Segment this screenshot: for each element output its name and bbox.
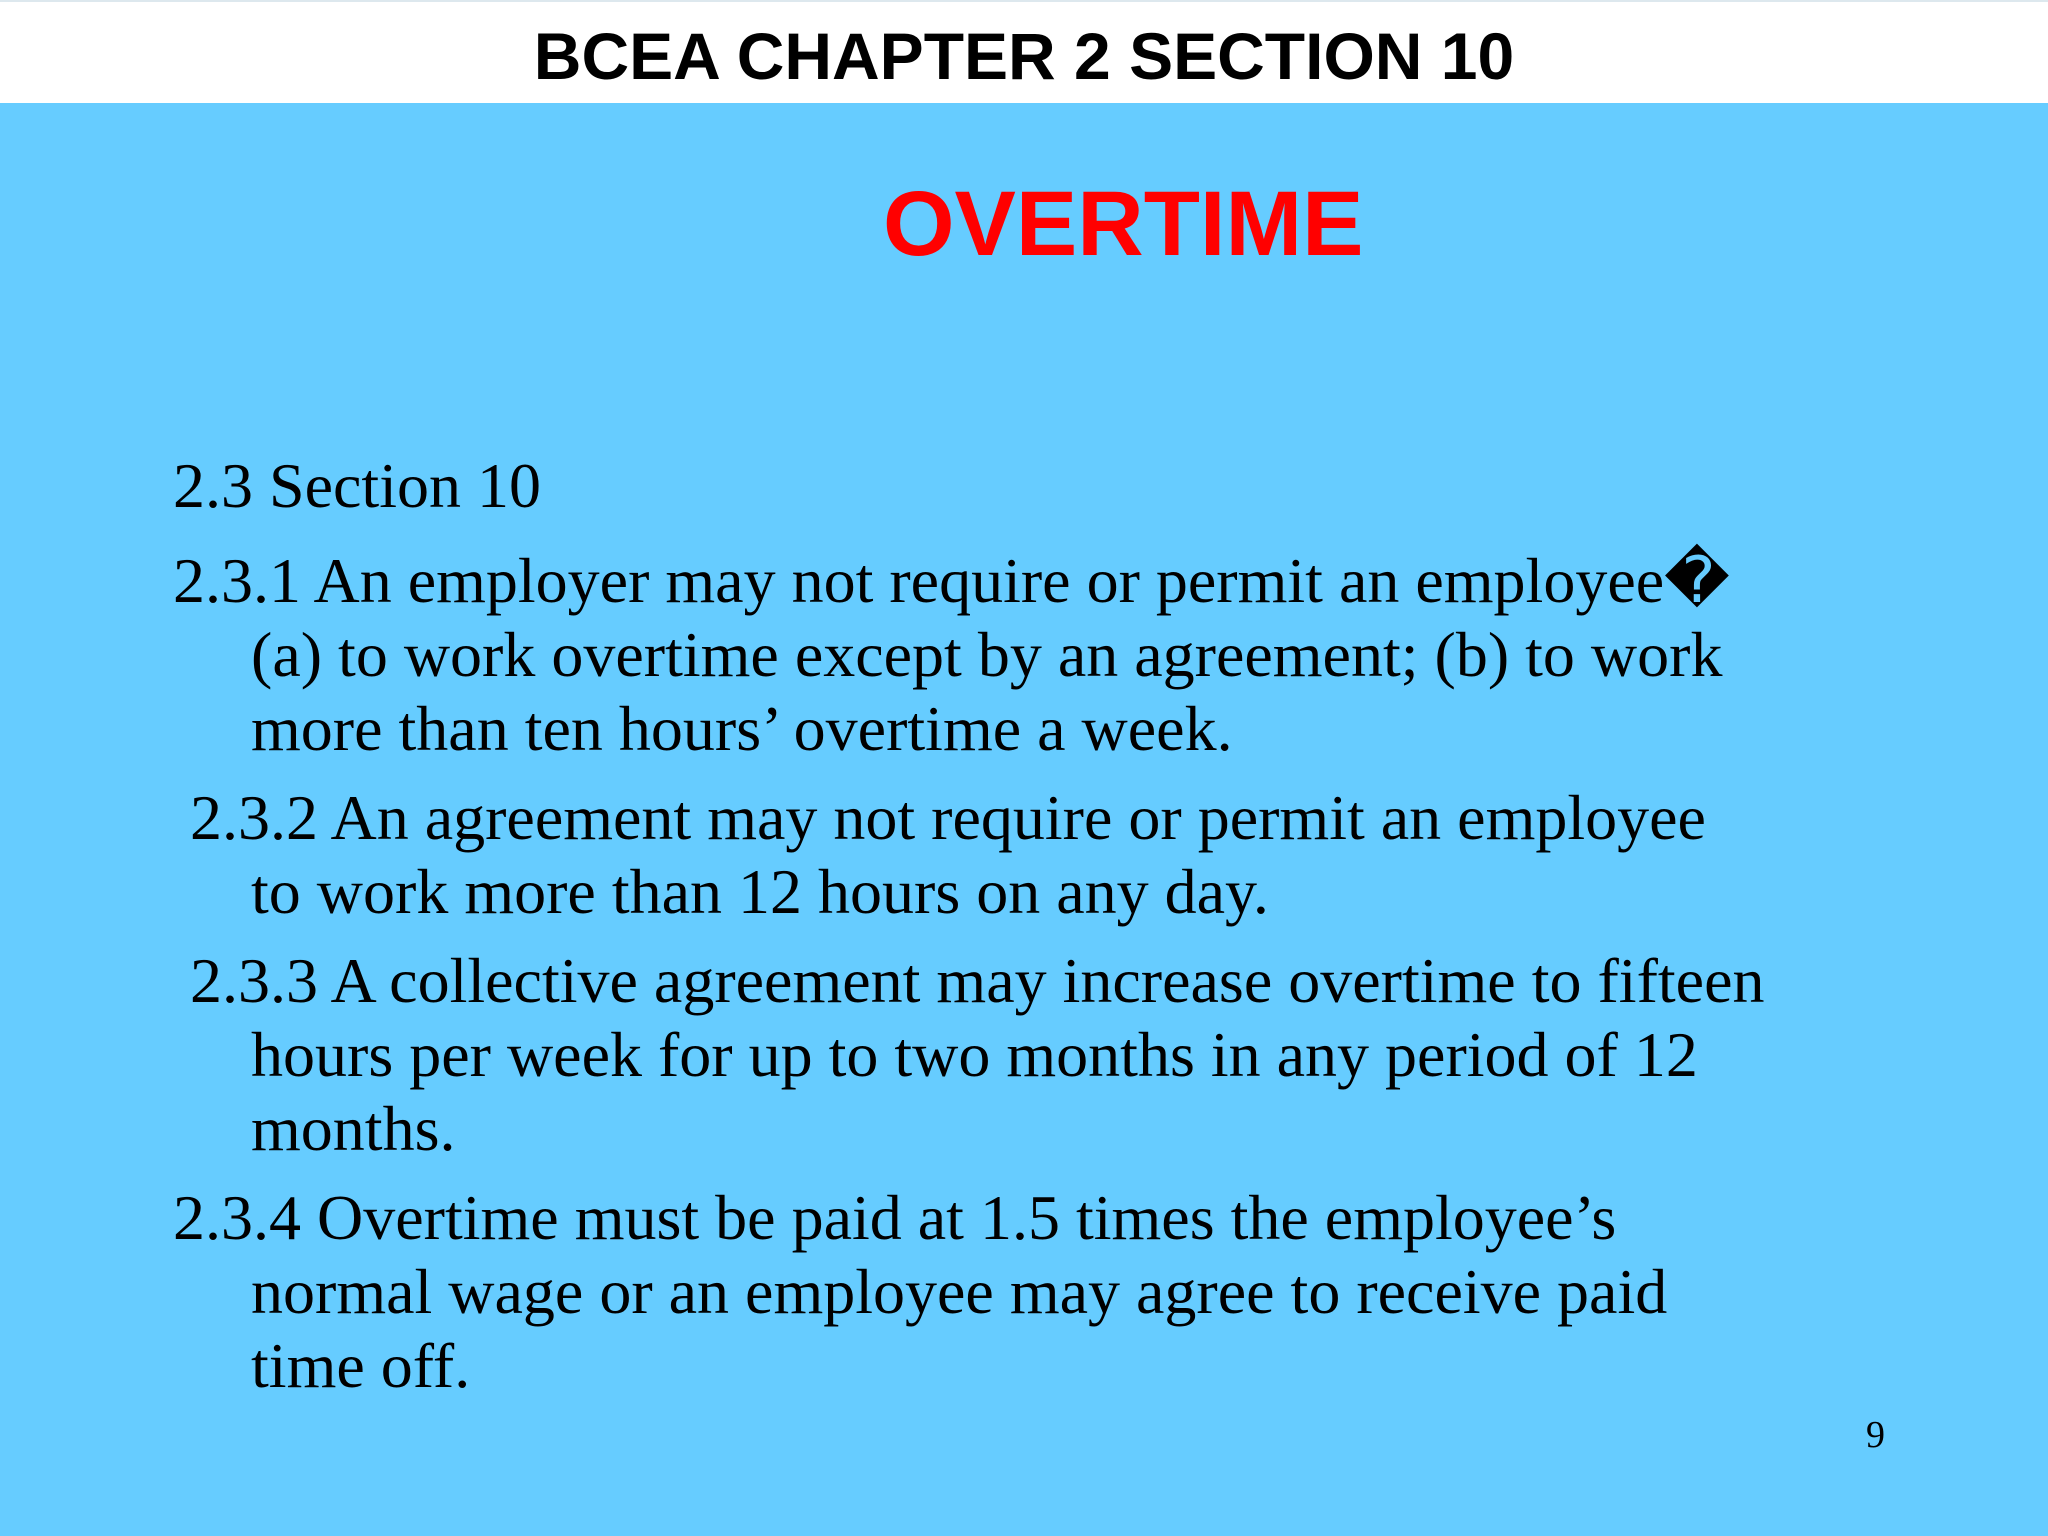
clause-line: more than ten hours’ overtime a week. [251, 693, 1233, 764]
clause-2-3-3 [190, 944, 1910, 1166]
clause-2-3-2 [190, 781, 1910, 929]
section-heading: 2.3 Section 10 [173, 450, 541, 521]
clause-line: 2.3.4 Overtime must be paid at 1.5 times the employee’s [173, 1182, 1617, 1253]
slide-title: OVERTIME [883, 173, 1364, 275]
clause-line: 2.3.1 An employer may not require or permit an employee� [173, 545, 1730, 616]
clause-line: hours per week for up to two months in any period of 12 [251, 1019, 1698, 1090]
clause-line: to work more than 12 hours on any day. [251, 856, 1269, 927]
page-number: 9 [1866, 1414, 1885, 1456]
clause-line: months. [251, 1093, 456, 1164]
clause-line: normal wage or an employee may agree to receive paid [251, 1256, 1668, 1327]
clause-line: time off. [251, 1330, 471, 1401]
clause-2-3-4 [173, 1181, 1893, 1403]
clause-2-3-1 [173, 544, 1893, 766]
clause-line: (a) to work overtime except by an agreement; (b) to work [251, 619, 1723, 690]
clause-line: 2.3.3 A collective agreement may increase overtime to fifteen [190, 945, 1765, 1016]
header-title: BCEA CHAPTER 2 SECTION 10 [533, 19, 1515, 93]
clause-line: 2.3.2 An agreement may not require or permit an employee [190, 782, 1706, 853]
